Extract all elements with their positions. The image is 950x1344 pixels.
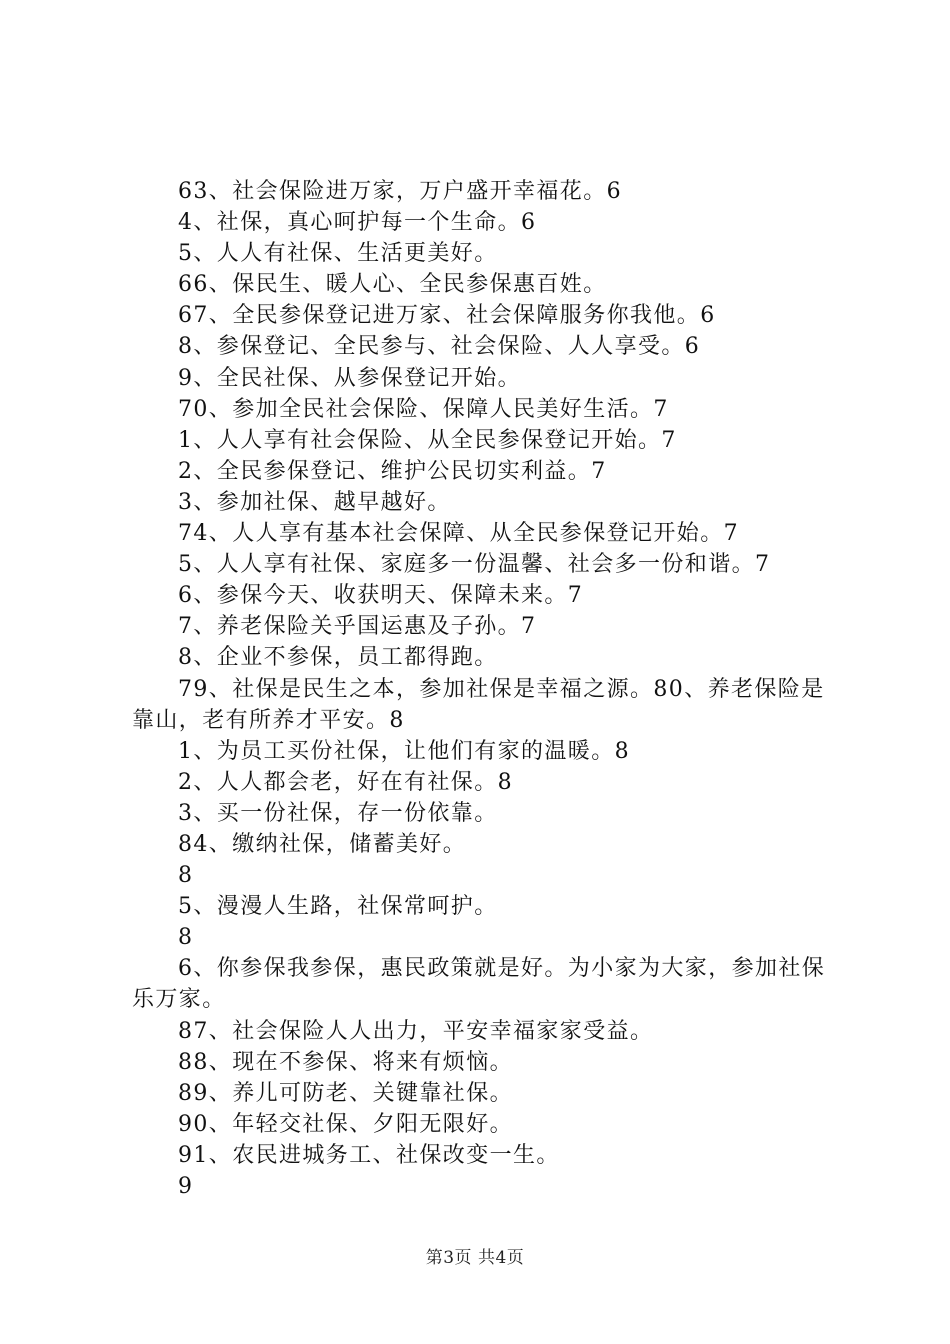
text-line: 74、人人享有基本社会保障、从全民参保登记开始。7 (178, 521, 739, 547)
text-line: 70、参加全民社会保险、保障人民美好生活。7 (178, 396, 669, 422)
text-line: 8 (178, 863, 194, 889)
text-line: 66、保民生、暖人心、全民参保惠百姓。 (178, 272, 607, 298)
text-line: 4、社保，真心呵护每一个生命。6 (178, 210, 537, 236)
text-line: 8 (178, 925, 194, 951)
text-paragraph: 79、社保是民生之本，参加社保是幸福之源。80、养老保险是靠山，老有所养才平安。8 (132, 676, 825, 733)
text-line: 91、农民进城务工、社保改变一生。 (178, 1142, 560, 1168)
text-line: 2、人人都会老，好在有社保。8 (178, 769, 513, 795)
text-line: 6、参保今天、收获明天、保障未来。7 (178, 583, 584, 609)
text-line: 89、养儿可防老、关键靠社保。 (178, 1080, 513, 1106)
text-line: 67、全民参保登记进万家、社会保障服务你我他。6 (178, 303, 716, 329)
text-line: 3、参加社保、越早越好。 (178, 489, 451, 515)
text-line: 63、社会保险进万家，万户盛开幸福花。6 (178, 179, 622, 204)
text-line: 3、买一份社保，存一份依靠。 (178, 800, 498, 826)
text-line: 2、全民参保登记、维护公民切实利益。7 (178, 458, 607, 484)
text-paragraph: 6、你参保我参保，惠民政策就是好。为小家为大家，参加社保乐万家。 (132, 956, 826, 1013)
text-line: 5、人人享有社保、家庭多一份温馨、社会多一份和谐。7 (178, 552, 771, 578)
text-line: 8、企业不参保，员工都得跑。 (178, 645, 498, 671)
text-line: 5、人人有社保、生活更美好。 (178, 241, 498, 267)
text-line: 7、养老保险关乎国运惠及子孙。7 (178, 614, 537, 640)
text-line: 5、漫漫人生路，社保常呵护。 (178, 894, 498, 920)
text-line: 9、全民社保、从参保登记开始。 (178, 365, 521, 391)
page-number-footer: 第3页 共4页 (425, 1248, 525, 1268)
text-line: 90、年轻交社保、夕阳无限好。 (178, 1111, 513, 1137)
text-line: 1、为员工买份社保，让他们有家的温暖。8 (178, 738, 630, 764)
text-line: 87、社会保险人人出力，平安幸福家家受益。 (178, 1018, 654, 1044)
text-line: 1、人人享有社会保险、从全民参保登记开始。7 (178, 427, 677, 453)
text-line: 88、现在不参保、将来有烦恼。 (178, 1049, 513, 1075)
document-body (132, 176, 832, 1202)
text-line: 8、参保登记、全民参与、社会保险、人人享受。6 (178, 334, 701, 360)
text-line: 84、缴纳社保，储蓄美好。 (178, 831, 467, 857)
text-line: 9 (178, 1174, 194, 1199)
